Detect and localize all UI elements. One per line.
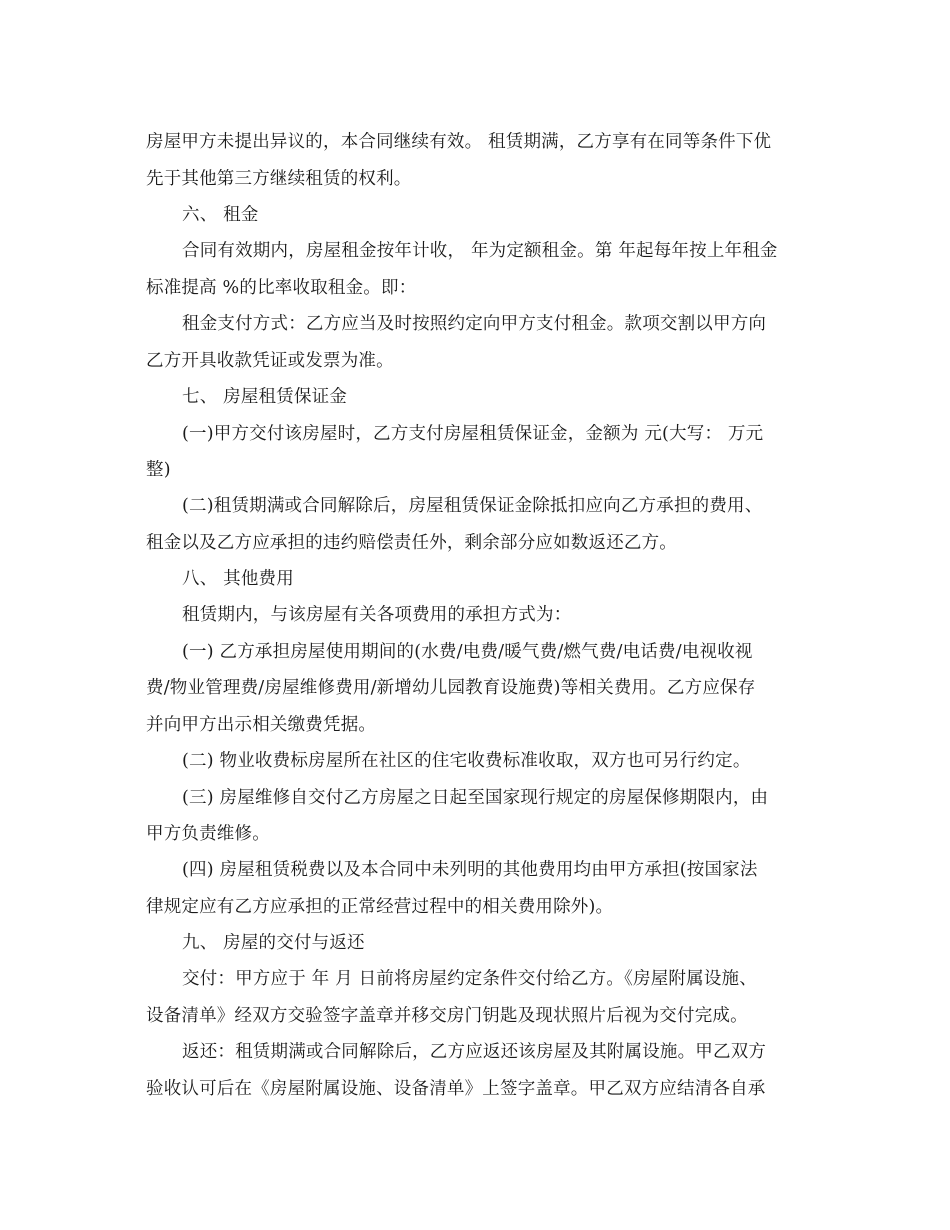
- text-line: 合同有效期内，房屋租金按年计收， 年为定额租金。第 年起每年按上年租金: [182, 241, 778, 261]
- text-line: 先于其他第三方继续租赁的权利。: [146, 169, 412, 189]
- text-line: 整): [146, 460, 171, 480]
- text-line: (二)租赁期满或合同解除后，房屋租赁保证金除抵扣应向乙方承担的费用、: [182, 496, 763, 516]
- text-line: 交付：甲方应于 年 月 日前将房屋约定条件交付给乙方。《房屋附属设施、: [182, 969, 757, 989]
- text-line: (一)甲方交付该房屋时，乙方支付房屋租赁保证金，金额为 元(大写： 万元: [182, 424, 764, 444]
- text-line: (四) 房屋租赁税费以及本合同中未列明的其他费用均由甲方承担(按国家法: [182, 860, 758, 880]
- text-line: 租金支付方式：乙方应当及时按照约定向甲方支付租金。款项交割以甲方向: [182, 314, 767, 334]
- text-line: 律规定应有乙方应承担的正常经营过程中的相关费用除外)。: [146, 897, 614, 917]
- text-line: 房屋甲方未提出异议的，本合同继续有效。 租赁期满，乙方享有在同等条件下优: [146, 132, 772, 152]
- text-line: 费/物业管理费/房屋维修费用/新增幼儿园教育设施费)等相关费用。乙方应保存: [146, 678, 756, 698]
- text-line: 并向甲方出示相关缴费凭据。: [146, 715, 377, 735]
- text-line: 乙方开具收款凭证或发票为准。: [146, 351, 394, 371]
- text-line: (二) 物业收费标房屋所在社区的住宅收费标准收取，双方也可另行约定。: [182, 751, 751, 771]
- section-heading: 七、 房屋租赁保证金: [182, 387, 348, 407]
- text-line: 标准提高 %的比率收取租金。即：: [146, 278, 417, 298]
- text-line: 租金以及乙方应承担的违约赔偿责任外，剩余部分应如数返还乙方。: [146, 533, 677, 553]
- text-line: (三) 房屋维修自交付乙方房屋之日起至国家现行规定的房屋保修期限内，由: [182, 788, 769, 808]
- text-line: 返还：租赁期满或合同解除后，乙方应返还该房屋及其附属设施。甲乙双方: [182, 1042, 767, 1062]
- section-heading: 八、 其他费用: [182, 569, 294, 589]
- section-heading: 六、 租金: [182, 205, 259, 225]
- text-line: (一) 乙方承担房屋使用期间的(水费/电费/暖气费/燃气费/电话费/电视收视: [182, 642, 753, 662]
- text-line: 租赁期内，与该房屋有关各项费用的承担方式为：: [182, 605, 572, 625]
- text-line: 设备清单》经双方交验签字盖章并移交房门钥匙及现状照片后视为交付完成。: [146, 1006, 748, 1026]
- text-line: 验收认可后在《房屋附属设施、设备清单》上签字盖章。甲乙双方应结清各自承: [146, 1079, 766, 1099]
- text-line: 甲方负责维修。: [146, 824, 270, 844]
- section-heading: 九、 房屋的交付与返还: [182, 933, 365, 953]
